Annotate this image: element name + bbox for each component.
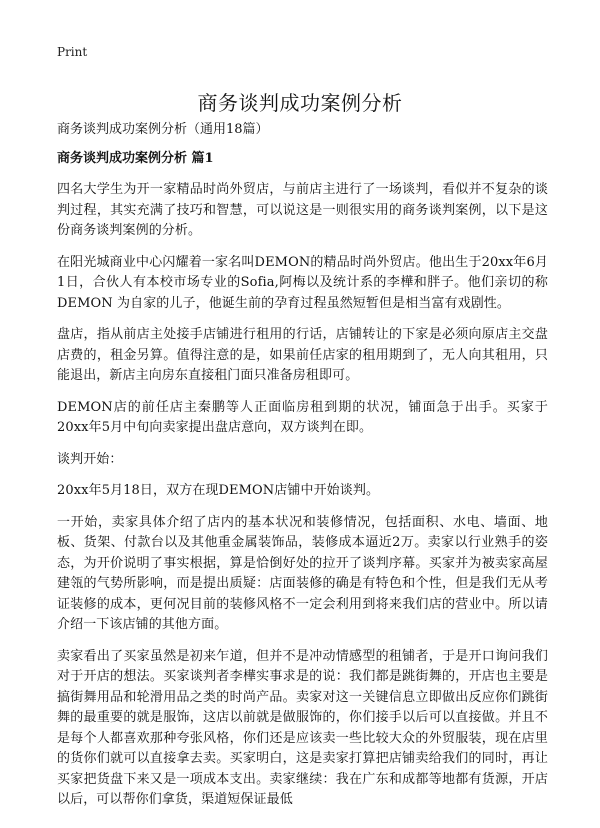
document-subtitle: 商务谈判成功案例分析（通用18篇） [57, 122, 269, 137]
paragraph-definition: 盘店，指从前店主处接手店铺进行租用的行话，店铺转让的下家是必须向原店主交盘店费的，租金另算。值得注意的是，如果前任店家的租用期到了，无人向其租用，只能退出，新店主向房东直接租门面只准备房租即可。 [57, 327, 548, 383]
paragraph-seller-intro: 一开始，卖家具体介绍了店内的基本状况和装修情况，包括面积、水电、墙面、地板、货架、付款台以及其他重金属装饰品，装修成本逼近2万。卖家以行业熟手的姿态，为开价说明了事实根据，算是恰倒好处的拉开了谈判序幕。买家并为被卖家高屋建瓴的气势所影响，而是提出质疑：店面装修的确是有特色和个性，但是我们无从考证装修的成本，更何况目前的装修风格不一定会利用到将来我们店的营业中。所以请介绍一下该店铺的其他方面。 [57, 514, 548, 632]
paragraph-negotiation-start: 谈判开始： [57, 451, 123, 467]
section-heading: 商务谈判成功案例分析 篇1 [57, 151, 214, 166]
print-label[interactable]: Print [57, 45, 88, 59]
paragraph-situation: DEMON店的前任店主秦鹏等人正面临房租到期的状况，铺面急于出手。买家于20xx年5月中旬向卖家提出盘店意向，双方谈判在即。 [57, 399, 548, 435]
paragraph-seller-response: 卖家看出了买家虽然是初来乍道，但并不是冲动情感型的租铺者，于是开口询问我们对于开店的想法。买家谈判者李樺实事求是的说：我们都是跳街舞的，开店也主要是搞街舞用品和轮滑用品之类的时尚产品。卖家对这一关键信息立即做出反应你们跳街舞的最重要的就是服饰，这店以前就是做服饰的，你们接手以后可以直接做。并且不是每个人都喜欢那种夸张风格，你们还是应该卖一些比较大众的外贸服装，现在店里的货你们就可以直接拿去卖。买家明白，这是卖家打算把店铺卖给我们的同时，再让买家把货盘下来又是一项成本支出。卖家继续：我在广东和成都等地都有货源，开店以后，可以帮你们拿货，渠道短保证最低 [57, 648, 548, 807]
document-body [57, 180, 548, 822]
paragraph-date: 20xx年5月18日，双方在现DEMON店铺中开始谈判。 [57, 483, 380, 498]
paragraph-store-background: 在阳光城商业中心闪耀着一家名叫DEMON的精品时尚外贸店。他出生于20xx年6月1日，合伙人有本校市场专业的Sofia,阿梅以及统计系的李樺和胖子。他们亲切的称DEMON 为自家的儿子，他诞生前的孕育过程虽然短暂但是相当富有戏剧性。 [57, 254, 548, 311]
document-title: 商务谈判成功案例分析 [197, 91, 403, 116]
paragraph-intro: 四名大学生为开一家精品时尚外贸店，与前店主进行了一场谈判，看似并不复杂的谈判过程，其实充满了技巧和智慧，可以说这是一则很实用的商务谈判案例，以下是这份商务谈判案例的分析。 [57, 182, 548, 238]
